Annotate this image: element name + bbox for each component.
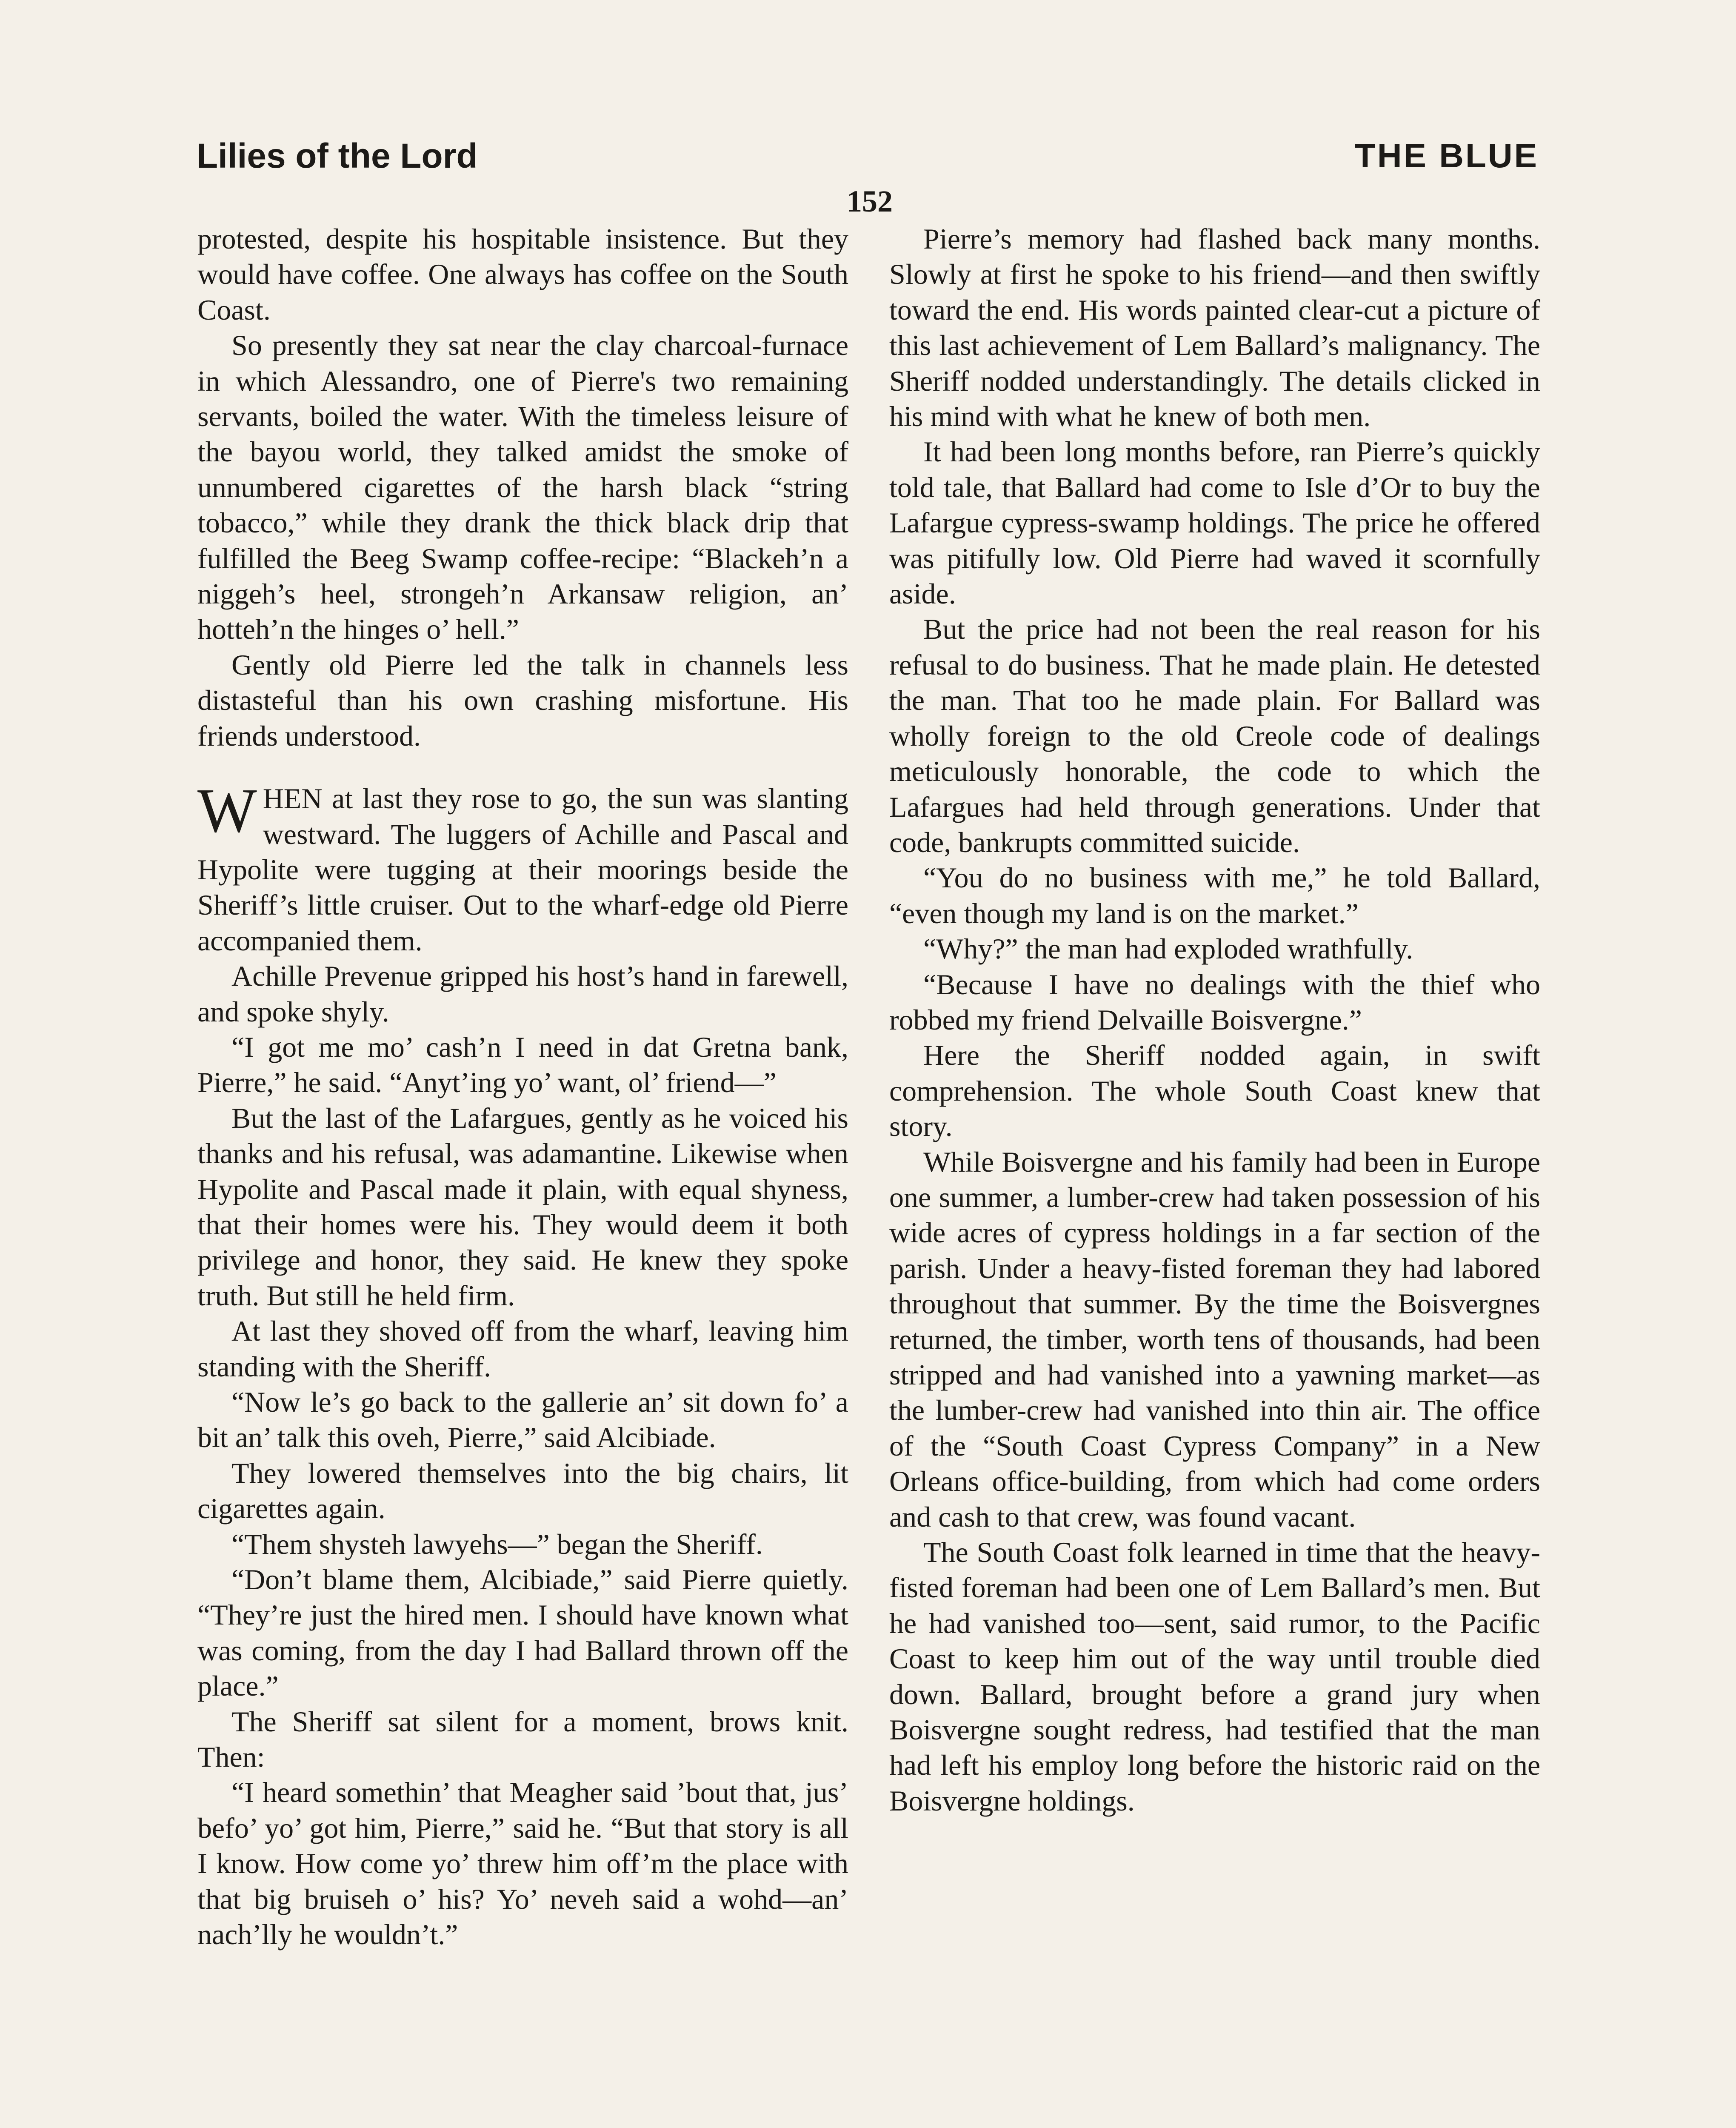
section-start-text: HEN at last they rose to go, the sun was slanting westward. The luggers of Achille and Pascal and Hypolite were tugging at their moorings beside the Sheriff’s little cruiser. Out to the wharf-edge old Pierre accompanied them. bbox=[197, 782, 848, 957]
paragraph: But the last of the Lafargues, gently as he voiced his thanks and his refusal, was adamantine. Likewise when Hypolite and Pascal made it plain, with equal shyness, that their homes were his. They would deem it both privilege and honor, they said. He knew they spoke truth. But still he held firm. bbox=[197, 1101, 848, 1312]
paragraph: So presently they sat near the clay charcoal-furnace in which Alessandro, one of Pierre's two remaining servants, boiled the water. With the timeless leisure of the bayou world, they talked amidst the smoke of unnumbered cigarettes of the harsh black “string tobacco,” while they drank the thick black drip that fulfilled the Beeg Swamp coffee-recipe: “Blackeh’n a niggeh’s heel, strongeh’n Arkansaw religion, an’ hotteh’n the hinges o’ hell.” bbox=[197, 329, 848, 646]
running-title: Lilies of the Lord bbox=[197, 137, 478, 175]
paragraph: “Because I have no dealings with the thief who robbed my friend Delvaille Boisvergne.” bbox=[889, 968, 1540, 1036]
paragraph: The South Coast folk learned in time that the heavy-fisted foreman had been one of Lem Ballard’s men. But he had vanished too—sent, said rumor, to the Pacific Coast to keep him out of the way until trouble died down. Ballard, brought before a grand jury when Boisvergne sought redress, had testified that the man had left his employ long before the historic raid on the Boisvergne holdings. bbox=[889, 1536, 1540, 1817]
left-column bbox=[197, 221, 848, 1953]
section-start-paragraph bbox=[197, 776, 848, 958]
paragraph: It had been long months before, ran Pierre’s quickly told tale, that Ballard had come to Isle d’Or to buy the Lafargue cypress-swamp holdings. The price he offered was pitifully low. Old Pierre had waved it scornfully aside. bbox=[889, 435, 1540, 610]
paragraph: “I got me mo’ cash’n I need in dat Gretna bank, Pierre,” he said. “Anyt’ing yo’ want, ol’ friend—” bbox=[197, 1030, 848, 1099]
paragraph: They lowered themselves into the big chairs, lit cigarettes again. bbox=[197, 1456, 848, 1525]
paragraph: “Them shysteh lawyehs—” began the Sheriff. bbox=[231, 1527, 763, 1560]
paragraph: While Boisvergne and his family had been in Europe one summer, a lumber-crew had taken possession of his wide acres of cypress holdings in a far section of the parish. Under a heavy-fisted foreman they had labored throughout that summer. By the time the Boisvergnes returned, the timber, worth tens of thousands, had been stripped and had vanished into a yawning market—as the lumber-crew had vanished into thin air. The office of the “South Coast Cypress Company” in a New Orleans office-building, from which had come orders and cash to that crew, was found vacant. bbox=[889, 1145, 1540, 1533]
paragraph: Gently old Pierre led the talk in channels less distasteful than his own crashing misfortune. His friends understood. bbox=[197, 648, 848, 752]
paragraph: “Don’t blame them, Alcibiade,” said Pierre quietly. “They’re just the hired men. I should have known what was coming, from the day I had Ballard thrown off the place.” bbox=[197, 1563, 848, 1702]
right-column bbox=[889, 221, 1540, 1819]
drop-cap: W bbox=[197, 776, 257, 846]
paragraph: “Why?” the man had exploded wrathfully. bbox=[923, 932, 1413, 965]
paragraph: Here the Sheriff nodded again, in swift comprehension. The whole South Coast knew that story. bbox=[889, 1039, 1540, 1143]
running-section-title: THE BLUE bbox=[1355, 137, 1539, 174]
paragraph: protested, despite his hospitable insistence. But they would have coffee. One always has coffee on the South Coast. bbox=[197, 223, 848, 326]
paragraph: Achille Prevenue gripped his host’s hand in farewell, and spoke shyly. bbox=[197, 960, 848, 1028]
paragraph: Pierre’s memory had flashed back many months. Slowly at first he spoke to his friend—and then swiftly toward the end. His words painted clear-cut a picture of this last achievement of Lem Ballard’s malignancy. The Sheriff nodded understandingly. The details clicked in his mind with what he knew of both men. bbox=[889, 223, 1540, 433]
page-number: 152 bbox=[847, 184, 893, 218]
paragraph: “Now le’s go back to the gallerie an’ sit down fo’ a bit an’ talk this oveh, Pierre,” said Alcibiade. bbox=[197, 1386, 848, 1454]
paragraph: “I heard somethin’ that Meagher said ’bout that, jus’ befo’ yo’ got him, Pierre,” said he. “But that story is all I know. How come yo’ threw him off’m the place with that big bruiseh o’ his? Yo’ neveh said a wohd—an’ nach’lly he wouldn’t.” bbox=[197, 1776, 848, 1951]
paragraph: “You do no business with me,” he told Ballard, “even though my land is on the market.” bbox=[889, 861, 1540, 930]
paragraph: The Sheriff sat silent for a moment, brows knit. Then: bbox=[197, 1705, 848, 1773]
paragraph: But the price had not been the real reason for his refusal to do business. That he made plain. He detested the man. That too he made plain. For Ballard was wholly foreign to the old Creole code of dealings meticulously honorable, the code to which the Lafargues had held through generations. Under that code, bankrupts committed suicide. bbox=[889, 613, 1540, 858]
paragraph: At last they shoved off from the wharf, leaving him standing with the Sheriff. bbox=[197, 1315, 848, 1383]
